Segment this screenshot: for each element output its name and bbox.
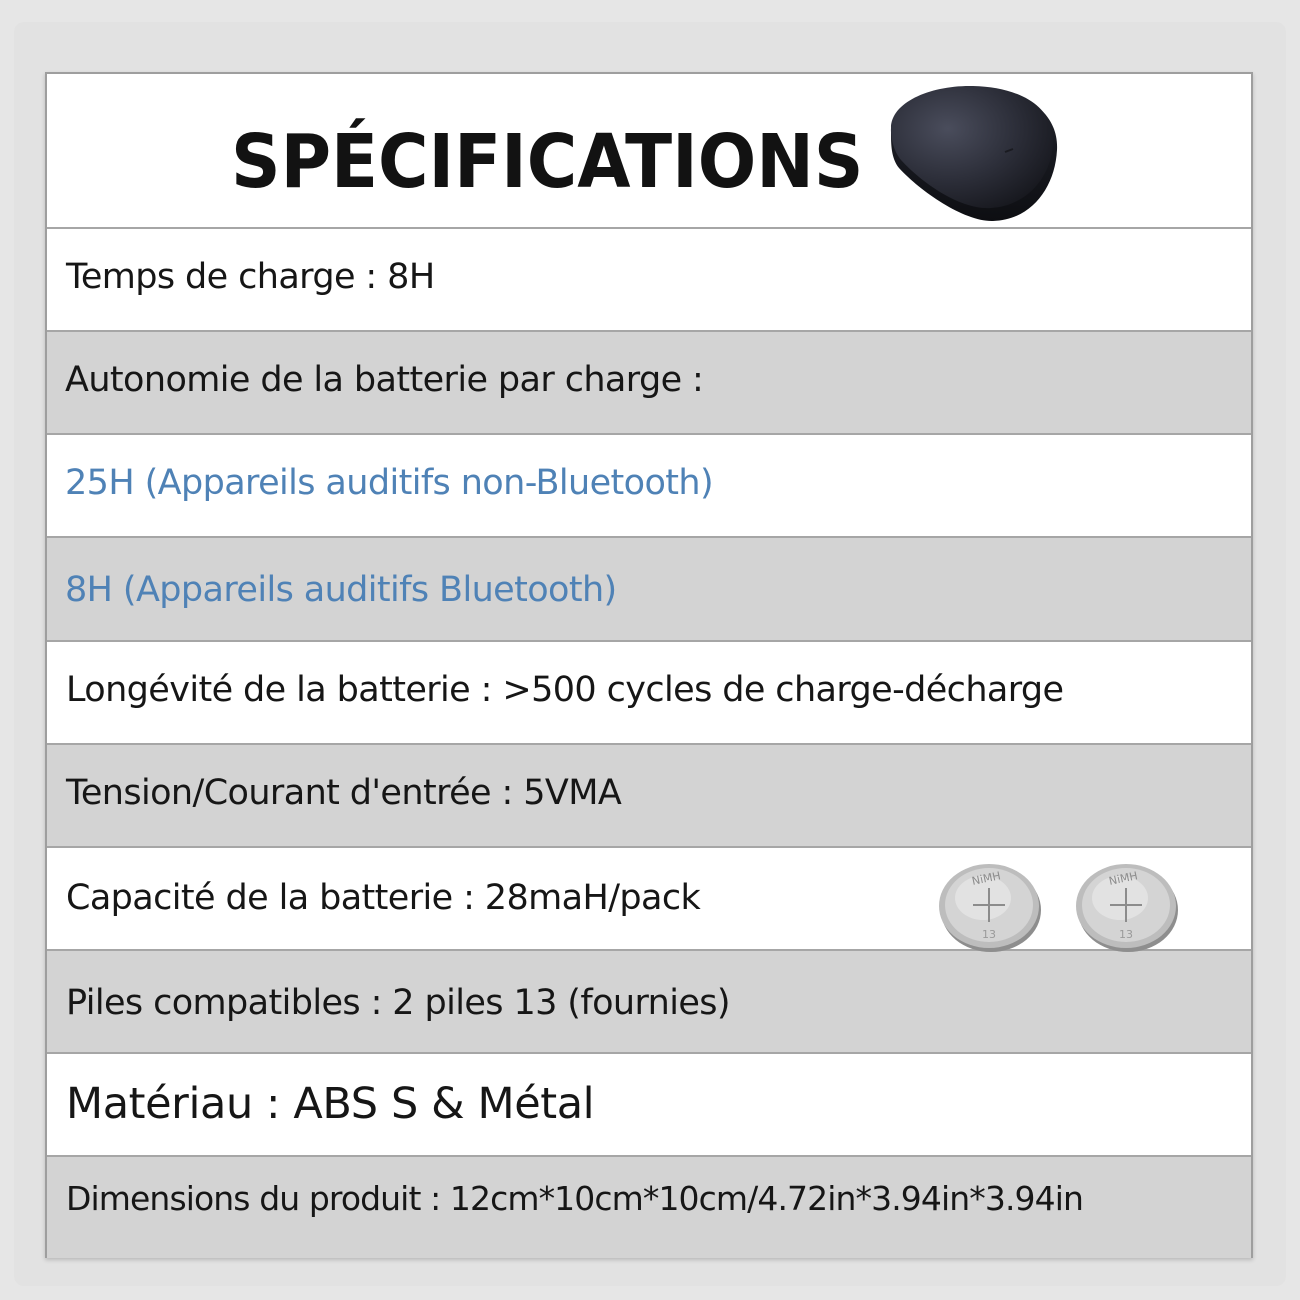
spec-row-autonomy-bluetooth: [47, 538, 1251, 642]
spec-text-autonomy: Autonomie de la batterie par charge :: [65, 360, 704, 400]
spec-text-capacity: Capacité de la batterie : 28maH/pack: [66, 878, 701, 918]
spec-row-compatible-cells: [47, 951, 1251, 1054]
battery-cell-image: [937, 858, 1043, 954]
spec-row-material: [47, 1054, 1251, 1157]
spec-text-voltage: Tension/Courant d'entrée : 5VMA: [66, 773, 622, 813]
spec-text-dimensions: Dimensions du produit : 12cm*10cm*10cm/4.72in*3.94in*3.94in: [66, 1179, 1084, 1218]
page-title: SPÉCIFICATIONS: [231, 119, 864, 205]
spec-row-autonomy: [47, 332, 1251, 435]
spec-text-autonomy-non-bluetooth: 25H (Appareils auditifs non-Bluetooth): [65, 463, 714, 503]
spec-text-autonomy-bluetooth: 8H (Appareils auditifs Bluetooth): [65, 570, 617, 610]
spec-row-longevity: [47, 642, 1251, 745]
battery-label-top: NiMH: [970, 869, 1002, 888]
charging-case-image: [881, 80, 1061, 228]
spec-text-compatible-cells: Piles compatibles : 2 piles 13 (fournies): [66, 983, 730, 1023]
spec-row-dimensions: [47, 1157, 1251, 1258]
battery-label-top: NiMH: [1107, 869, 1139, 888]
spec-row-autonomy-non-bluetooth: [47, 435, 1251, 538]
battery-cell-image: [1074, 858, 1180, 954]
spec-row-charge-time: [47, 229, 1251, 332]
spec-text-material: Matériau : ABS S & Métal: [66, 1079, 595, 1129]
battery-label-bottom: 13: [982, 928, 996, 941]
spec-row-capacity: [47, 848, 1251, 951]
spec-text-longevity: Longévité de la batterie : >500 cycles de charge-décharge: [66, 670, 1064, 710]
spec-header: [47, 74, 1251, 229]
battery-label-bottom: 13: [1119, 928, 1133, 941]
spec-row-voltage: [47, 745, 1251, 848]
spec-text-charge-time: Temps de charge : 8H: [66, 257, 435, 297]
spec-table: [45, 72, 1253, 1258]
